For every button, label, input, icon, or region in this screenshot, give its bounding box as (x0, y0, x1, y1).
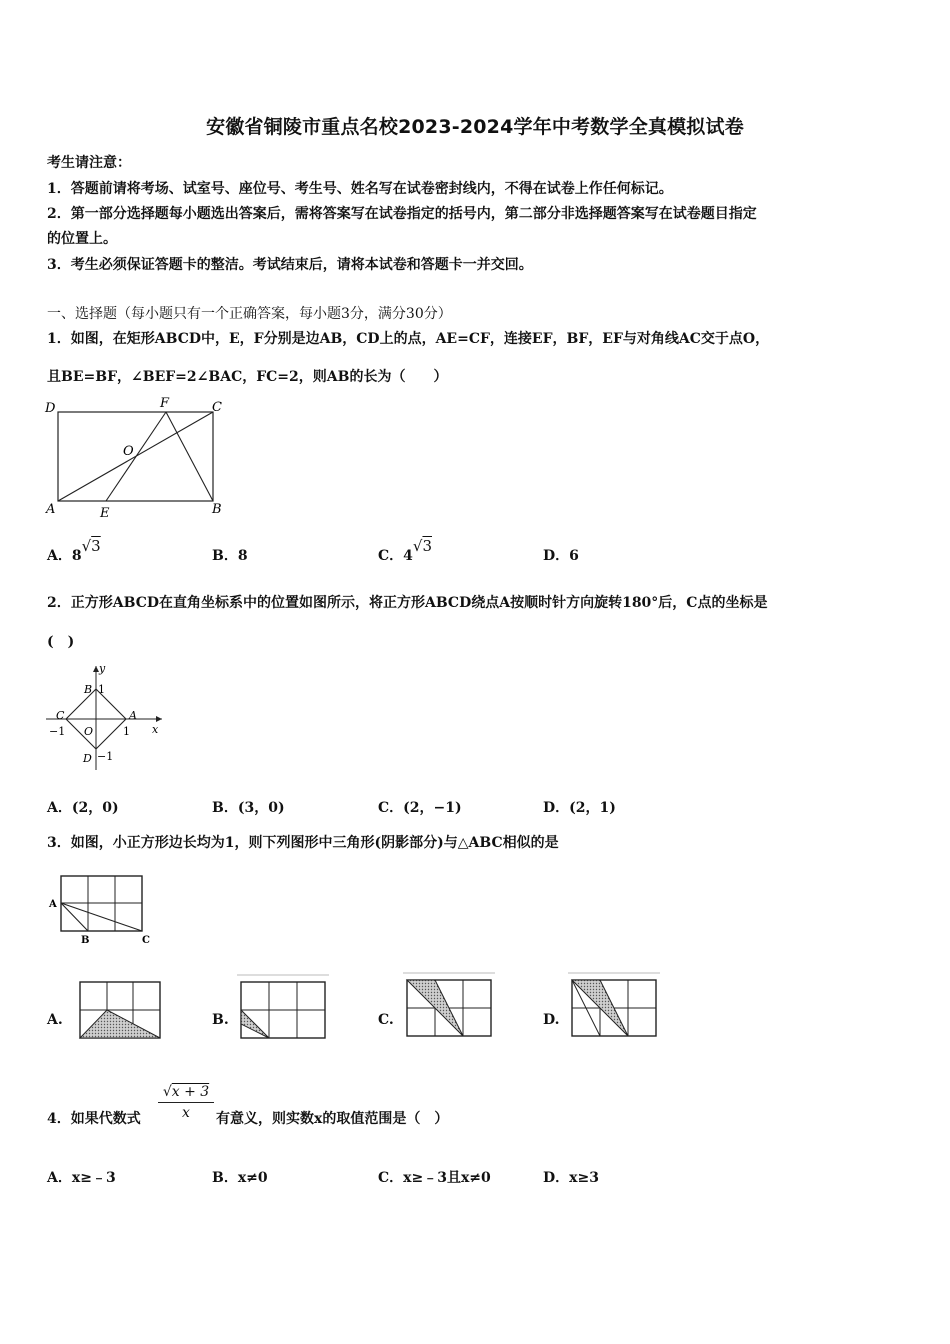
tick-1-top: 1 (98, 683, 105, 696)
label-A: A (129, 709, 137, 722)
q4-option-a[interactable]: A．x≥﹣3 (47, 1170, 116, 1186)
q3-reference-grid (44, 870, 159, 948)
tick-neg1-left: −1 (49, 725, 66, 738)
question-4-suffix: 有意义，则实数x的取值范围是（ ） (216, 1111, 449, 1127)
label-F: F (160, 396, 170, 411)
question-1-text-2: 且BE=BF，∠BEF=2∠BAC，FC=2，则AB的长为（ ） (47, 369, 448, 385)
option-a-prefix: A．8 (47, 548, 82, 564)
label-D: D (83, 752, 92, 765)
option-c-prefix: C．4 (378, 548, 413, 564)
q3-option-a-figure[interactable] (76, 978, 164, 1042)
sqrt-icon: √3 (81, 537, 101, 555)
q3-option-b-figure[interactable] (237, 972, 329, 1042)
label-A: A (49, 899, 57, 910)
q1-option-b[interactable]: B．8 (212, 548, 248, 564)
q2-option-a[interactable]: A．(2，0) (47, 800, 119, 816)
question-1-text: 1．如图，在矩形ABCD中，E，F分别是边AB，CD上的点，AE=CF，连接EF，BF，EF与对角线AC交于点O， (47, 331, 770, 347)
q2-option-c[interactable]: C．(2，−1) (378, 800, 462, 816)
q3-option-d[interactable]: D. (543, 1012, 560, 1028)
q1-option-c[interactable] (378, 537, 432, 565)
q4-option-d[interactable]: D．x≥3 (543, 1170, 599, 1186)
notice-item: 2．第一部分选择题每小题选出答案后，需将答案写在试卷指定的括号内，第二部分非选择题答案写在试卷题目指定 (47, 206, 757, 222)
q3-option-c[interactable]: C. (378, 1012, 394, 1028)
tick-1-right: 1 (123, 725, 130, 738)
radicand: 3 (422, 537, 432, 555)
label-O: O (123, 444, 134, 459)
q3-option-d-figure[interactable] (568, 970, 660, 1040)
notice-item: 1．答题前请将考场、试室号、座位号、考生号、姓名写在试卷密封线内，不得在试卷上作任何标记。 (47, 181, 673, 197)
label-A: A (46, 502, 56, 517)
axis-x: x (152, 723, 159, 736)
label-B: B (84, 683, 93, 696)
axis-y: y (99, 662, 106, 675)
q4-fraction (158, 1084, 214, 1121)
q1-option-d[interactable]: D．6 (543, 548, 579, 564)
label-C: C (56, 709, 65, 722)
question-2-text-2: ( ) (47, 634, 75, 650)
sqrt-icon: √ (162, 1084, 172, 1100)
label-B: B (212, 502, 222, 517)
tick-neg1-bottom: −1 (97, 750, 114, 763)
fraction-numerator (158, 1084, 214, 1103)
label-O: O (84, 725, 94, 738)
radicand: x + 3 (171, 1084, 210, 1100)
question-2-text: 2．正方形ABCD在直角坐标系中的位置如图所示，将正方形ABCD绕点A按顺时针方向旋转180°后，C点的坐标是 (47, 595, 768, 611)
q2-coordinate-figure (44, 662, 169, 774)
label-C: C (212, 400, 222, 415)
question-3-text: 3．如图，小正方形边长均为1，则下列图形中三角形(阴影部分)与△ABC相似的是 (47, 835, 559, 851)
label-D: D (45, 401, 56, 416)
fraction-denominator: x (182, 1105, 190, 1121)
section-heading: 一、选择题（每小题只有一个正确答案，每小题3分，满分30分） (47, 306, 452, 322)
q4-option-c[interactable]: C．x≥﹣3且x≠0 (378, 1170, 491, 1186)
q4-option-b[interactable]: B．x≠0 (212, 1170, 268, 1186)
label-E: E (100, 506, 110, 521)
sqrt-icon: √3 (412, 537, 432, 555)
question-4-prefix: 4．如果代数式 (47, 1111, 141, 1127)
q1-option-a[interactable] (47, 537, 101, 565)
q3-option-b[interactable]: B. (212, 1012, 229, 1028)
q3-option-a[interactable]: A. (47, 1012, 63, 1028)
radicand: 3 (91, 537, 101, 555)
q2-option-b[interactable]: B．(3，0) (212, 800, 285, 816)
label-C: C (142, 935, 150, 946)
q3-option-c-figure[interactable] (403, 970, 495, 1040)
notice-heading: 考生请注意： (47, 155, 131, 171)
notice-item: 3．考生必须保证答题卡的整洁。考试结束后，请将本试卷和答题卡一并交回。 (47, 257, 533, 273)
label-B: B (81, 935, 90, 946)
notice-item: 的位置上。 (47, 231, 117, 247)
q1-rectangle-figure (40, 395, 240, 523)
q2-option-d[interactable]: D．(2，1) (543, 800, 616, 816)
page-title: 安徽省铜陵市重点名校2023-2024学年中考数学全真模拟试卷 (206, 116, 744, 138)
